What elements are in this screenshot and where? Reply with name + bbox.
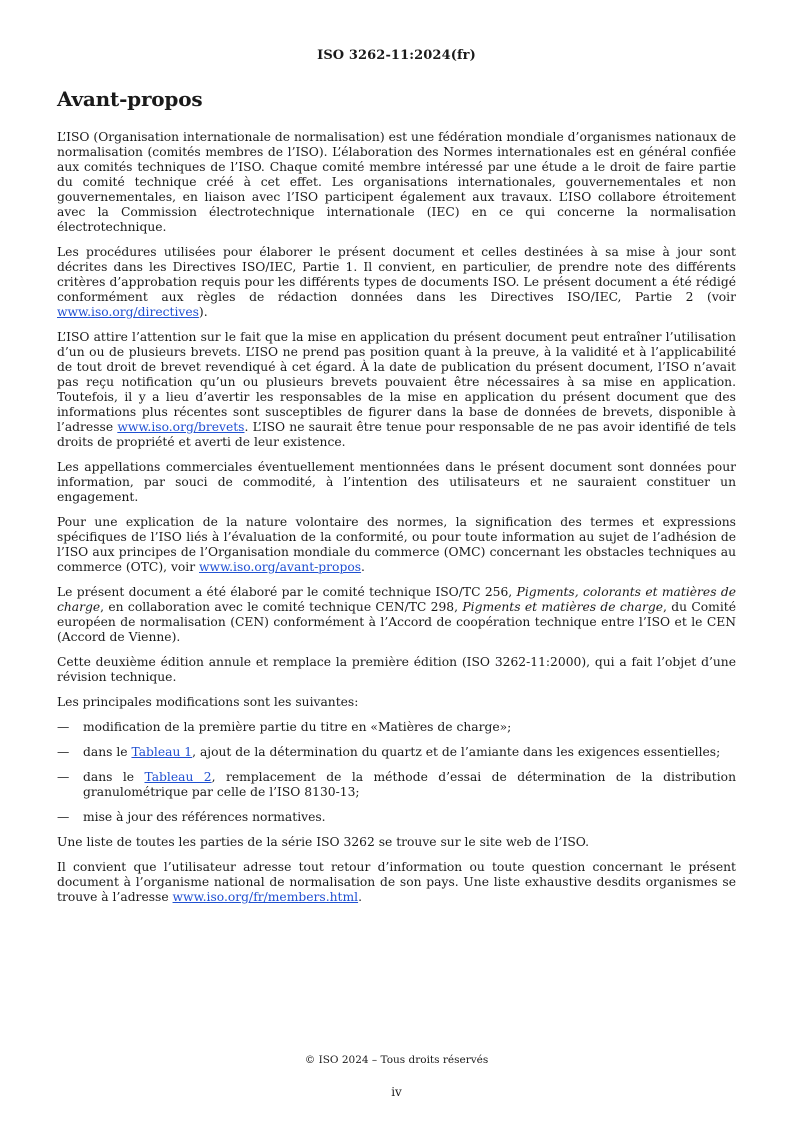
paragraph-text: . L’ISO ne saurait être tenue pour responsable de ne pas avoir identifié de tels droits de propriété et averti de leur existence. [57,420,737,449]
table-1-link[interactable]: Tableau 1 [131,745,193,759]
paragraph-voluntary-nature [57,515,736,575]
page-title: Avant-propos [57,87,203,111]
list-item [57,720,736,735]
committee-title-italic: Pigments, colorants et matières de charge [57,585,736,614]
foreword-link[interactable]: www.iso.org/avant-propos [199,560,362,574]
paragraph-text: L’ISO attire l’attention sur le fait que la mise en application du présent document peut entraîner l’utilisation d’un ou de plusieurs brevets. L’ISO ne prend pas position quant à la preuve, à la validité et à l’applicabilité de tout droit de brevet revendiqué à cet égard. À la date de publication du présent document, l’ISO n’avait pas reçu notification qu’un ou plusieurs brevets pouvaient être nécessaires à sa mise en application. Toutefois, il y a lieu d’avertir les responsables de la mise en application du présent document que des informations plus récentes sont susceptibles de figurer dans la base de données de brevets, disponible à l’adresse [57,330,736,434]
list-dash: — [57,720,70,734]
paragraph-text: Pour une explication de la nature volontaire des normes, la signification des termes et expressions spécifiques de l’ISO liés à l’évaluation de la conformité, ou pour toute information au sujet de l’adhésion de l’ISO aux principes de l’Organisation mondiale du commerce (OMC) concernant les obstacles techniques au commerce (OTC), voir [57,515,736,574]
paragraph-text: . [358,890,362,904]
list-item-text: modification de la première partie du titre en «Matières de charge»; [83,720,512,734]
list-dash: — [57,745,70,759]
paragraph-committee [57,585,736,645]
paragraph-text: Le présent document a été élaboré par le comité technique ISO/TC 256, [57,585,517,599]
copyright-footer: © ISO 2024 – Tous droits réservés [304,1054,489,1066]
foreword-body [57,130,736,915]
members-link[interactable]: www.iso.org/fr/members.html [172,890,359,904]
list-item-text [83,745,736,760]
paragraph-text: , en collaboration avec le comité technique CEN/TC 298, [100,600,463,614]
cen-committee-title-italic: Pigments et matières de charge [462,600,664,614]
list-dash: — [57,810,70,824]
list-item-text [83,770,736,800]
paragraph-changes-intro: Les principales modifications sont les suivantes: [57,695,359,709]
paragraph-edition: Cette deuxième édition annule et remplace la première édition (ISO 3262-11:2000), qui a fait l’objet d’une révision technique. [57,655,736,684]
paragraph-text: ). [198,305,208,319]
paragraph-text: Les procédures utilisées pour élaborer le présent document et celles destinées à sa mise à jour sont décrites dans les Directives ISO/IEC, Partie 1. Il convient, en particulier, de prendre note des différents critères d’approbation requis pour les différents types de documents ISO. Le présent document a été rédigé conformément aux règles de rédaction données dans les Directives ISO/IEC, Partie 2 (voir [57,245,736,304]
list-item-text: mise à jour des références normatives. [83,810,326,824]
paragraph-text: . [361,560,365,574]
page-number: iv [391,1085,402,1099]
paragraph-text: , du Comité européen de normalisation (CEN) conformément à l’Accord de coopération technique entre l’ISO et le CEN (Accord de Vienne). [57,600,736,644]
paragraph-procedures [57,245,736,320]
document-id-header: ISO 3262-11:2024(fr) [317,48,476,63]
list-text: , remplacement de la méthode d’essai de détermination de la distribution granulométrique par celle de l’ISO 8130-13; [83,770,736,799]
paragraph-feedback [57,860,736,905]
paragraph-patents [57,330,736,450]
list-text: dans le [83,770,145,784]
table-2-link[interactable]: Tableau 2 [144,770,212,784]
list-item [57,745,736,760]
list-item [57,810,736,825]
paragraph-series-list: Une liste de toutes les parties de la série ISO 3262 se trouve sur le site web de l’ISO. [57,835,590,849]
paragraph-trade-names: Les appellations commerciales éventuellement mentionnées dans le présent document sont données pour information, par souci de commodité, à l’intention des utilisateurs et ne sauraient constituer un engagement. [57,460,736,504]
list-text: , ajout de la détermination du quartz et de l’amiante dans les exigences essentielles; [192,745,721,759]
paragraph-text: Il convient que l’utilisateur adresse tout retour d’information ou toute question concernant le présent document à l’organisme national de normalisation de son pays. Une liste exhaustive desdits organismes se trouve à l’adresse [57,860,736,904]
list-text: dans le [83,745,132,759]
directives-link[interactable]: www.iso.org/directives [57,305,199,319]
list-item [57,770,736,800]
patents-link[interactable]: www.iso.org/brevets [117,420,245,434]
list-dash: — [57,770,70,784]
paragraph-iso-intro: L’ISO (Organisation internationale de normalisation) est une fédération mondiale d’organismes nationaux de normalisation (comités membres de l’ISO). L’élaboration des Normes internationales est en général confiée aux comités techniques de l’ISO. Chaque comité membre intéressé par une étude a le droit de faire partie du comité technique créé à cet effet. Les organisations internationales, gouvernementales et non gouvernementales, en liaison avec l’ISO participent également aux travaux. L’ISO collabore étroitement avec la Commission électrotechnique internationale (IEC) en ce qui concerne la normalisation électrotechnique. [57,130,736,234]
